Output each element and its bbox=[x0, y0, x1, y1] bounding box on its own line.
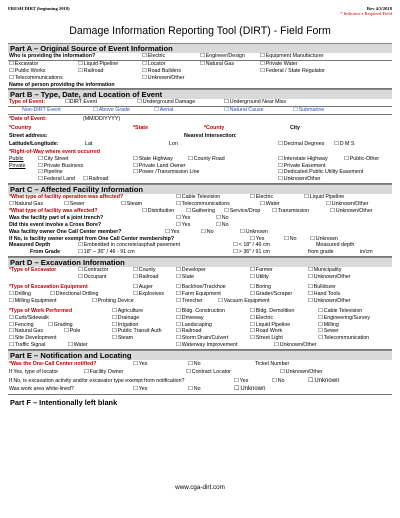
work-row6 bbox=[8, 342, 392, 350]
name-field-label[interactable]: Name of person providing the information bbox=[9, 81, 115, 88]
equipment-row1 bbox=[8, 284, 392, 291]
latlong-label: Latitude/Longitude: bbox=[9, 141, 59, 148]
private-land-owner-checkbox[interactable]: ☐ Private Land Owner bbox=[133, 163, 186, 170]
aerial-checkbox[interactable]: ☐ Aerial bbox=[154, 107, 173, 114]
facility-type-row bbox=[8, 208, 392, 215]
source-engineer-checkbox[interactable]: ☐ Engineer/Design bbox=[200, 53, 245, 60]
source-regulator-checkbox[interactable]: ☐ Federal / State Regulator bbox=[260, 68, 325, 75]
from-grade-label: From Grade bbox=[30, 249, 61, 256]
joint-trench-no[interactable]: ☐ No bbox=[216, 215, 229, 222]
county-label[interactable]: *County bbox=[204, 124, 225, 131]
op-electric-checkbox[interactable]: ☐ Electric bbox=[250, 194, 273, 201]
above-grade-checkbox[interactable]: ☐ Above Grade bbox=[93, 107, 130, 114]
source-road-builders-checkbox[interactable]: ☐ Road Builders bbox=[142, 68, 181, 75]
depth-row2 bbox=[8, 249, 392, 257]
source-excavator-checkbox[interactable]: ☐ Excavator bbox=[9, 61, 38, 68]
exempt-notif-yes[interactable]: ☐ Yes bbox=[234, 377, 248, 385]
facility-type-question: *What type of facility was affected? bbox=[9, 208, 98, 215]
exc-occupant-checkbox[interactable]: ☐ Occupant bbox=[78, 274, 106, 281]
depth-unit: in/cm bbox=[360, 249, 373, 256]
eq-unknown-checkbox[interactable]: ☐ Unknown/Other bbox=[308, 298, 351, 305]
part-a-heading: Part A – Original Source of Event Information bbox=[8, 43, 392, 53]
joint-trench-yes[interactable]: ☐ Yes bbox=[176, 215, 190, 222]
part-a-row2 bbox=[8, 61, 392, 68]
private-business-checkbox[interactable]: ☐ Private Business bbox=[38, 163, 83, 170]
wp-traffic-signal-checkbox[interactable]: ☐ Traffic Signal bbox=[9, 342, 45, 349]
natural-cause-checkbox[interactable]: ☐ Natural Cause bbox=[224, 107, 264, 114]
row-public-row bbox=[8, 156, 392, 163]
who-question: Who is providing the information? bbox=[9, 53, 96, 59]
eq-hand-tools-checkbox[interactable]: ☐ Hand Tools bbox=[308, 291, 340, 298]
locator-facility-owner[interactable]: ☐ Facility Owner bbox=[84, 368, 123, 376]
eq-milling-checkbox[interactable]: ☐ Milling Equipment bbox=[9, 298, 57, 305]
wp-railroad-checkbox[interactable]: ☐ Railroad bbox=[176, 328, 201, 335]
wp-bldg-construction-checkbox[interactable]: ☐ Bldg. Construction bbox=[176, 308, 225, 315]
wp-electric-checkbox[interactable]: ☐ Electric bbox=[250, 315, 273, 322]
right-of-way-label: *Right-of-Way where event occurred bbox=[9, 148, 101, 155]
notified-no[interactable]: ☐ No bbox=[188, 360, 201, 368]
row-unknown-checkbox[interactable]: ☐ Unknown/Other bbox=[278, 176, 321, 183]
depth-row1 bbox=[8, 242, 392, 249]
eq-directional-drilling-checkbox[interactable]: ☐ Directional Drilling bbox=[50, 291, 98, 298]
eq-boring-checkbox[interactable]: ☐ Boring bbox=[250, 284, 271, 291]
wp-sewer-checkbox[interactable]: ☐ Sewer bbox=[318, 328, 339, 335]
exempt-notification-row bbox=[8, 377, 392, 385]
submarine-checkbox[interactable]: ☐ Submarine bbox=[293, 107, 324, 114]
depth-18-36-checkbox[interactable]: ☐ 18" – 36" / 46 - 91 cm bbox=[78, 249, 135, 256]
one-call-member-row bbox=[8, 229, 392, 236]
underground-near-miss-checkbox[interactable]: ☐ Underground Near Miss bbox=[224, 99, 286, 106]
work-type-label: *Type of Work Performed bbox=[9, 307, 73, 314]
exc-utility-checkbox[interactable]: ☐ Utility bbox=[250, 274, 269, 281]
depth-under-18-checkbox[interactable]: ☐ < 18" / 46 cm bbox=[233, 242, 270, 249]
eq-auger-checkbox[interactable]: ☐ Auger bbox=[133, 284, 153, 291]
joint-trench-question: Was the facility part of a joint trench? bbox=[9, 214, 104, 221]
cross-bore-question: Did this event involve a Cross Bore? bbox=[9, 221, 102, 228]
event-type-label: Type of Event: bbox=[9, 99, 46, 106]
cross-bore-row bbox=[8, 222, 392, 229]
equipment-type-label: *Type of Excavation Equipment bbox=[9, 284, 88, 291]
underground-damage-checkbox[interactable]: ☐ Underground Damage bbox=[137, 99, 195, 106]
row-label-row bbox=[8, 149, 392, 156]
street-address-label[interactable]: Street address: bbox=[9, 133, 48, 140]
cross-bore-yes[interactable]: ☐ Yes bbox=[176, 222, 190, 229]
work-row4 bbox=[8, 328, 392, 335]
facility-op-row2 bbox=[8, 201, 392, 208]
exc-municipality-checkbox[interactable]: ☐ Municipality bbox=[308, 267, 341, 274]
wp-storm-drain-checkbox[interactable]: ☐ Storm Drain/Culvert bbox=[176, 335, 228, 342]
wp-cable-tv-checkbox[interactable]: ☐ Cable Television bbox=[318, 308, 362, 315]
lat-field[interactable]: Lat bbox=[85, 141, 93, 148]
required-field-note: * Indicates a Required Field bbox=[340, 11, 392, 16]
eq-drilling-checkbox[interactable]: ☐ Drilling bbox=[9, 291, 31, 298]
eq-farm-equipment-checkbox[interactable]: ☐ Farm Equipment bbox=[176, 291, 221, 298]
wp-water-checkbox[interactable]: ☐ Water bbox=[68, 342, 88, 349]
wp-landscaping-checkbox[interactable]: ☐ Landscaping bbox=[176, 322, 212, 329]
wp-liquid-pipeline-checkbox[interactable]: ☐ Liquid Pipeline bbox=[250, 322, 290, 329]
work-row1 bbox=[8, 308, 392, 315]
date-row bbox=[8, 115, 392, 123]
country-label[interactable]: *Country bbox=[9, 124, 32, 131]
revision-info bbox=[340, 6, 392, 16]
address-row bbox=[8, 132, 392, 140]
city-label[interactable]: City bbox=[290, 124, 301, 131]
part-e-heading: Part E – Notification and Locating bbox=[8, 350, 392, 360]
latlong-row bbox=[8, 140, 392, 148]
work-row3 bbox=[8, 322, 392, 329]
one-call-notified-question: *Was the One-Call Center notified? bbox=[9, 361, 97, 368]
eq-probing-checkbox[interactable]: ☐ Probing Device bbox=[92, 298, 134, 305]
equipment-row2 bbox=[8, 291, 392, 298]
eq-bulldozer-checkbox[interactable]: ☐ Bulldozer bbox=[308, 284, 336, 291]
locator-type-question: If Yes, type of locator bbox=[9, 369, 59, 376]
dirt-field-form bbox=[8, 43, 392, 407]
private-label: Private bbox=[9, 162, 26, 169]
op-sewer-checkbox[interactable]: ☐ Sewer bbox=[64, 201, 85, 208]
date-format-hint[interactable]: (MM/DD/YYYY) bbox=[83, 116, 121, 123]
exc-unknown-checkbox[interactable]: ☐ Unknown/Other bbox=[308, 274, 351, 281]
type-transmission-checkbox[interactable]: ☐ Transmission bbox=[272, 208, 309, 215]
locator-contract[interactable]: ☐ Contract Locator bbox=[186, 368, 231, 376]
exempt-notification-question: If No, is excavation activity and/or excavator type exempt from notification? bbox=[9, 377, 185, 384]
one-call-notified-row bbox=[8, 360, 392, 368]
excavator-row1 bbox=[8, 267, 392, 274]
type-service-drop-checkbox[interactable]: ☐ Service/Drop bbox=[224, 208, 260, 215]
wp-telecom-checkbox[interactable]: ☐ Telecommunication bbox=[318, 335, 369, 342]
decimal-degrees-checkbox[interactable]: ☐ Decimal Degrees bbox=[278, 140, 324, 148]
white-lined-unknown[interactable]: ☐ Unknown bbox=[234, 385, 265, 393]
type-unknown-checkbox[interactable]: ☐ Unknown/Other bbox=[330, 208, 373, 215]
notified-yes[interactable]: ☐ Yes bbox=[133, 360, 147, 368]
interstate-highway-checkbox[interactable]: ☐ Interstate Highway bbox=[278, 156, 328, 163]
source-equipment-mfr-checkbox[interactable]: ☐ Equipment Manufacturer bbox=[260, 53, 324, 60]
power-line-checkbox[interactable]: ☐ Power /Transmission Line bbox=[133, 169, 200, 176]
exc-farmer-checkbox[interactable]: ☐ Farmer bbox=[250, 267, 273, 274]
work-row2 bbox=[8, 315, 392, 322]
exempt-no[interactable]: ☐ No bbox=[284, 236, 297, 243]
op-cable-tv-checkbox[interactable]: ☐ Cable Television bbox=[176, 194, 220, 201]
part-b-heading: Part B – Type, Date, and Location of Event bbox=[8, 89, 392, 99]
measured-depth-label: Measured Depth bbox=[9, 242, 51, 249]
op-water-checkbox[interactable]: ☐ Water bbox=[260, 201, 280, 208]
white-lined-yes[interactable]: ☐ Yes bbox=[133, 385, 147, 393]
dms-checkbox[interactable]: ☐ D M S bbox=[334, 140, 354, 148]
part-a-name-row bbox=[8, 82, 392, 90]
utility-easement-checkbox[interactable]: ☐ Dedicated Public Utility Easement bbox=[278, 169, 363, 176]
source-public-works-checkbox[interactable]: ☐ Public Works bbox=[9, 68, 46, 75]
county-road-checkbox[interactable]: ☐ County Road bbox=[188, 156, 225, 163]
excavator-type-label: *Type of Excavator bbox=[9, 267, 57, 274]
wp-drainage-checkbox[interactable]: ☐ Drainage bbox=[112, 315, 139, 322]
federal-land-checkbox[interactable]: ☐ Federal Land bbox=[38, 176, 75, 183]
wp-road-work-checkbox[interactable]: ☐ Road Work bbox=[250, 328, 282, 335]
op-steam-checkbox[interactable]: ☐ Steam bbox=[121, 201, 142, 208]
page-title: Damage Information Reporting Tool (DIRT) - Field Form bbox=[69, 25, 331, 37]
state-label[interactable]: *State bbox=[133, 124, 149, 131]
part-c-heading: Part C – Affected Facility Information bbox=[8, 184, 392, 194]
op-liquid-pipeline-checkbox[interactable]: ☐ Liquid Pipeline bbox=[304, 194, 344, 201]
white-lined-question: Was work area white-lined? bbox=[9, 386, 74, 393]
state-highway-checkbox[interactable]: ☐ State Highway bbox=[133, 156, 173, 163]
one-call-member-question: Was facility owner One Call Center member? bbox=[9, 228, 122, 235]
private-easement-checkbox[interactable]: ☐ Private Easement bbox=[278, 163, 326, 170]
public-other-checkbox[interactable]: ☐ Public-Other bbox=[344, 156, 379, 163]
ticket-number-label[interactable]: Ticket Number bbox=[255, 361, 290, 368]
exc-county-checkbox[interactable]: ☐ County bbox=[133, 267, 156, 274]
city-street-checkbox[interactable]: ☐ City Street bbox=[38, 156, 68, 163]
white-lined-row bbox=[8, 385, 392, 394]
location-row bbox=[8, 124, 392, 132]
locator-type-row bbox=[8, 368, 392, 376]
public-label: Public bbox=[9, 155, 24, 162]
depth-over-36-checkbox[interactable]: ☐ > 36" / 91 cm bbox=[233, 249, 270, 256]
from-grade-text[interactable]: from grade bbox=[308, 249, 334, 256]
date-label: *Date of Event: bbox=[9, 116, 47, 123]
wp-irrigation-checkbox[interactable]: ☐ Irrigation bbox=[112, 322, 138, 329]
type-gathering-checkbox[interactable]: ☐ Gathering bbox=[186, 208, 215, 215]
wp-agriculture-checkbox[interactable]: ☐ Agriculture bbox=[112, 308, 143, 315]
cross-bore-no[interactable]: ☐ No bbox=[216, 222, 229, 229]
equipment-row3 bbox=[8, 298, 392, 305]
exempt-row bbox=[8, 236, 392, 243]
op-natural-gas-checkbox[interactable]: ☐ Natural Gas bbox=[9, 201, 43, 208]
wp-steam-checkbox[interactable]: ☐ Steam bbox=[112, 335, 133, 342]
eq-explosives-checkbox[interactable]: ☐ Explosives bbox=[133, 291, 164, 298]
pipeline-row-checkbox[interactable]: ☐ Pipeline bbox=[38, 169, 63, 176]
exempt-yes[interactable]: ☐ Yes bbox=[250, 236, 264, 243]
white-lined-no[interactable]: ☐ No bbox=[188, 385, 201, 393]
railroad-row-checkbox[interactable]: ☐ Railroad bbox=[83, 176, 108, 183]
wp-public-transit-checkbox[interactable]: ☐ Public Transit Auth bbox=[112, 328, 162, 335]
exc-state-checkbox[interactable]: ☐ State bbox=[176, 274, 194, 281]
excavator-row2 bbox=[8, 274, 392, 281]
depth-embedded-checkbox[interactable]: ☐ Embedded in concrete/asphalt pavement bbox=[78, 242, 180, 249]
website-link[interactable]: www.cga-dirt.com bbox=[175, 484, 225, 491]
source-private-water-checkbox[interactable]: ☐ Private Water bbox=[260, 61, 298, 68]
non-dirt-row bbox=[8, 107, 392, 115]
wp-milling-checkbox[interactable]: ☐ Milling bbox=[318, 322, 339, 329]
exempt-notif-no[interactable]: ☐ No bbox=[272, 377, 285, 385]
event-type-row bbox=[8, 99, 392, 107]
exempt-notif-unknown[interactable]: ☐ Unknown bbox=[308, 377, 339, 385]
revision-date: Rev 4/3/2018 bbox=[366, 6, 392, 11]
source-telecom-checkbox[interactable]: ☐ Telecommunications bbox=[9, 75, 63, 82]
part-f-heading: Part F – Intentionally left blank bbox=[10, 397, 118, 407]
eq-trencher-checkbox[interactable]: ☐ Trencher bbox=[176, 298, 203, 305]
part-a-who-row bbox=[8, 53, 392, 61]
row-private-row bbox=[8, 163, 392, 170]
wp-pole-checkbox[interactable]: ☐ Pole bbox=[64, 328, 80, 335]
wp-curb-checkbox[interactable]: ☐ Curb/Sidewalk bbox=[9, 315, 49, 322]
part-d-heading: Part D – Excavation Information bbox=[8, 257, 392, 267]
non-dirt-event-label: Non-DIRT Event bbox=[22, 107, 61, 114]
form-edition-label: FRESH DIRT (beginning 2018) bbox=[8, 6, 70, 11]
wp-bldg-demolition-checkbox[interactable]: ☐ Bldg. Demolition bbox=[250, 308, 294, 315]
work-row5 bbox=[8, 335, 392, 342]
row-federal-row bbox=[8, 176, 392, 184]
member-yes[interactable]: ☐ Yes bbox=[165, 229, 179, 236]
facility-operation-question: *What type of facility operation was affected? bbox=[9, 194, 124, 201]
member-no[interactable]: ☐ No bbox=[201, 229, 214, 236]
wp-street-light-checkbox[interactable]: ☐ Street Light bbox=[250, 335, 283, 342]
row-other-row bbox=[8, 169, 392, 176]
exempt-question: If No, is facility owner exempt from One Call Center membership? bbox=[9, 235, 175, 242]
locator-unknown[interactable]: ☐ Unknown/Other bbox=[280, 368, 323, 376]
exc-railroad-checkbox[interactable]: ☐ Railroad bbox=[133, 274, 158, 281]
exc-developer-checkbox[interactable]: ☐ Developer bbox=[176, 267, 206, 274]
wp-grading-checkbox[interactable]: ☐ Grading bbox=[48, 322, 73, 329]
eq-grader-checkbox[interactable]: ☐ Grader/Scraper bbox=[250, 291, 292, 298]
wp-unknown-checkbox[interactable]: ☐ Unknown/Other bbox=[274, 342, 317, 349]
wp-engineering-checkbox[interactable]: ☐ Engineering/Survey bbox=[318, 315, 370, 322]
part-a-row4 bbox=[8, 75, 392, 82]
wp-natural-gas-checkbox[interactable]: ☐ Natural Gas bbox=[9, 328, 43, 335]
exempt-unknown[interactable]: ☐ Unknown bbox=[310, 236, 338, 243]
nearest-intersection-label[interactable]: Nearest Intersection: bbox=[184, 133, 237, 140]
type-distribution-checkbox[interactable]: ☐ Distribution bbox=[142, 208, 174, 215]
source-natural-gas-checkbox[interactable]: ☐ Natural Gas bbox=[200, 61, 234, 68]
source-liquid-pipeline-checkbox[interactable]: ☐ Liquid Pipeline bbox=[78, 61, 118, 68]
op-telecom-checkbox[interactable]: ☐ Telecommunications bbox=[176, 201, 230, 208]
joint-trench-row bbox=[8, 215, 392, 222]
source-unknown-checkbox[interactable]: ☐ Unknown/Other bbox=[142, 75, 185, 82]
wp-waterway-checkbox[interactable]: ☐ Waterway Improvement bbox=[176, 342, 237, 349]
source-railroad-checkbox[interactable]: ☐ Railroad bbox=[78, 68, 103, 75]
wp-site-development-checkbox[interactable]: ☐ Site Development bbox=[9, 335, 57, 342]
source-locator-checkbox[interactable]: ☐ Locator bbox=[142, 61, 165, 68]
eq-backhoe-checkbox[interactable]: ☐ Backhoe/Trackhoe bbox=[176, 284, 226, 291]
lon-field[interactable]: Lon bbox=[169, 141, 178, 148]
part-a-row3 bbox=[8, 68, 392, 75]
wp-driveway-checkbox[interactable]: ☐ Driveway bbox=[176, 315, 204, 322]
measured-depth-text: Measured depth bbox=[316, 242, 355, 249]
source-electric-checkbox[interactable]: ☐ Electric bbox=[142, 53, 165, 60]
dirt-event-option[interactable]: ☐ DIRT Event bbox=[64, 99, 97, 106]
op-unknown-checkbox[interactable]: ☐ Unknown/Other bbox=[326, 201, 369, 208]
member-unknown[interactable]: ☐ Unknown bbox=[240, 229, 268, 236]
exc-contractor-checkbox[interactable]: ☐ Contractor bbox=[78, 267, 108, 274]
eq-vacuum-checkbox[interactable]: ☐ Vacuum Equipment bbox=[218, 298, 270, 305]
wp-fencing-checkbox[interactable]: ☐ Fencing bbox=[9, 322, 34, 329]
facility-op-row bbox=[8, 194, 392, 201]
